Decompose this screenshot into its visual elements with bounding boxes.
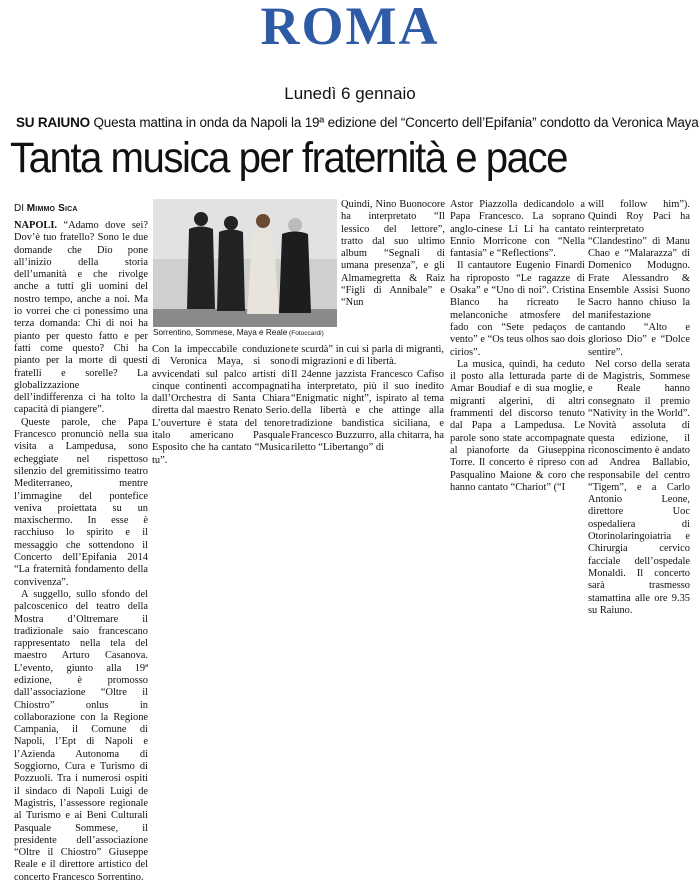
article-paragraph: te scurdà” in cui si parla di migranti, di migrazioni e di libertà. <box>291 344 444 368</box>
article-paragraph: Quindi, Nino Buonocore ha interpretato “Il lessico del lettore”, tratto dal suo ultimo album “Segnali di umana presenza”, e gli Almamegretta & Raiz “Figli di Annibale” e “Nun <box>341 199 445 309</box>
kicker-tag: SU RAIUNO <box>16 115 90 130</box>
photo-credit: (Fotoccardi) <box>287 330 324 337</box>
paragraph-text: “Adamo dove sei? Dov’è tuo fratello? Sono le due domande che Dio pone all’inizio della storia dell’umanità e che rivolge anche a tutti gli uomini del nostro tempo, anche a noi. Ma io vorrei che ci ponessimo una terza domanda: Chi di noi ha pianto per questo fatto e per fatti come questo? Chi ha pianto per la morte di questi fratelli e sorelle? La globalizzazione dell’indifferenza ci ha tolto la capacità di piangere”. <box>14 220 148 416</box>
article-column-1 <box>14 220 148 884</box>
article-paragraph <box>14 220 148 417</box>
article-column-3-middle <box>291 344 444 455</box>
article-paragraph: A suggello, sullo sfondo del palcoscenico del teatro della Mostra d’Oltremare il tradizionale saio francescano rappresentato nella tela del maestro Arturo Casanova. L’evento, giunto alla 19ª edizione, è promosso dall’associazione “Oltre il Chiostro” onlus in collaborazione con la Regione Campania, il Comune di Napoli, l’Ept di Napoli e l’Azienda Autonoma di Soggiorno, Cura e Turismo di Pozzuoli. Tra i numerosi ospiti il sindaco di Napoli Luigi de Magistris, l’assessore regionale al Turismo e ai Beni Culturali Pasquale Sommese, il presidente dell’associazione “Oltre il Chiostro” Giuseppe Reale e il direttore artistico del concerto Francesco Sorrentino. <box>14 588 148 883</box>
kicker <box>16 115 700 130</box>
dateline: NAPOLI. <box>14 220 58 231</box>
caption-text: Sorrentino, Sommese, Maya e Reale <box>153 328 288 337</box>
article-paragraph: Nel corso della serata de Magistris, Sommese e Reale hanno consegnato il premio “Nativity in the World”. Novità assoluta di questa edizione, il riconoscimento è andato ad Andrea Ballabio, responsabile del centro “Tigem”, e a Carlo Antonio Leone, direttore Uoc ospedaliera di Otorinolaringoiatria e Chirurgia cervico facciale dell’ospedale Monaldi. Il concerto sarà trasmesso stamattina alle ore 9.35 su Raiuno. <box>588 358 690 616</box>
headline: Tanta musica per fraternità e pace <box>10 134 568 182</box>
byline-prefix: DI <box>14 203 27 214</box>
kicker-text: Questa mattina in onda da Napoli la 19ª edizione del “Concerto dell’Epifania” condotto da Veronica Maya <box>89 115 699 130</box>
issue-date: Lunedì 6 gennaio <box>284 84 416 103</box>
article-column-3-top <box>341 199 445 310</box>
people-on-stage-illustration <box>153 199 337 327</box>
photo-caption <box>153 327 337 340</box>
article-column-4 <box>450 199 585 494</box>
article-paragraph: Il cantautore Eugenio Finardi ha riproposto “Le ragazze di Osaka” e “Uno di noi”. Cristina Blanco ha ricreato le melanconiche atmosfere del fado con “Sete pedaços de vento” e “Os teus olhos sao dois cirios”. <box>450 260 585 358</box>
article-paragraph: Astor Piazzolla dedicandolo a Papa Francesco. La soprano anglo-cinese Li Li ha cantato Ennio Morricone con “Nella fantasia” e “Reflections”. <box>450 199 585 260</box>
byline <box>14 203 78 214</box>
article-paragraph: La musica, quindi, ha ceduto il posto alla letturada parte di Amar Boudiaf e di sua moglie, migranti algerini, di altri frammenti del discorso tenuto dal Papa a Lampedusa. Le parole sono state accompagnate al pianoforte da Giuseppina Torre. Il concerto è ripreso con Pasqualino Maione & coro che hanno cantato “Chariot” (“I <box>450 358 585 493</box>
article-column-5 <box>588 199 690 617</box>
article-paragraph: Il 24enne jazzista Francesco Cafiso ha interpretato, più il suo inedito “Enigmatic night”, ispirato al tema della libertà e che attinge alla tradizione bandistica siciliana, e Francesco Buzzurro, alla chitarra, ha riletto “Libertango” di <box>291 368 444 454</box>
concert-photo <box>153 199 337 327</box>
article-paragraph: Con la impeccabile conduzione di Veronica Maya, si sono avvicendati sul palco artisti di cinque continenti accompagnati dall’Orchestra di Santa Chiara diretta dal maestro Renato Serio. L’ouverture è stata del tenore italo americano Pasquale Esposito che ha cantato “Musica tu”. <box>152 344 290 466</box>
masthead-title: ROMA <box>260 0 440 56</box>
article-column-2 <box>152 344 290 467</box>
article-paragraph: Queste parole, che Papa Francesco pronunciò nella sua visita a Lampedusa, sono echeggiate nel rispettoso silenzio del gremitissimo teatro Mediterraneo, mentre l’immagine del pontefice veniva proiettata su un maxischermo. In esse è racchiuso lo spirito e il messaggio che sottendono il Concerto dell’Epifania 2014 “La fraternità fondamento della convivenza”. <box>14 416 148 588</box>
byline-author: Mimmo Sica <box>26 203 78 214</box>
article-paragraph: will follow him”). Quindi Roy Paci ha reinterpretato “Clandestino” di Manu Chao e “Malarazza” di Domenico Modugno. Frate Alessandro & Ensemble Assisi Suono Sacro hanno chiuso la manifestazione cantando “Alto e glorioso Dio” e “Dolce sentire”. <box>588 199 690 358</box>
